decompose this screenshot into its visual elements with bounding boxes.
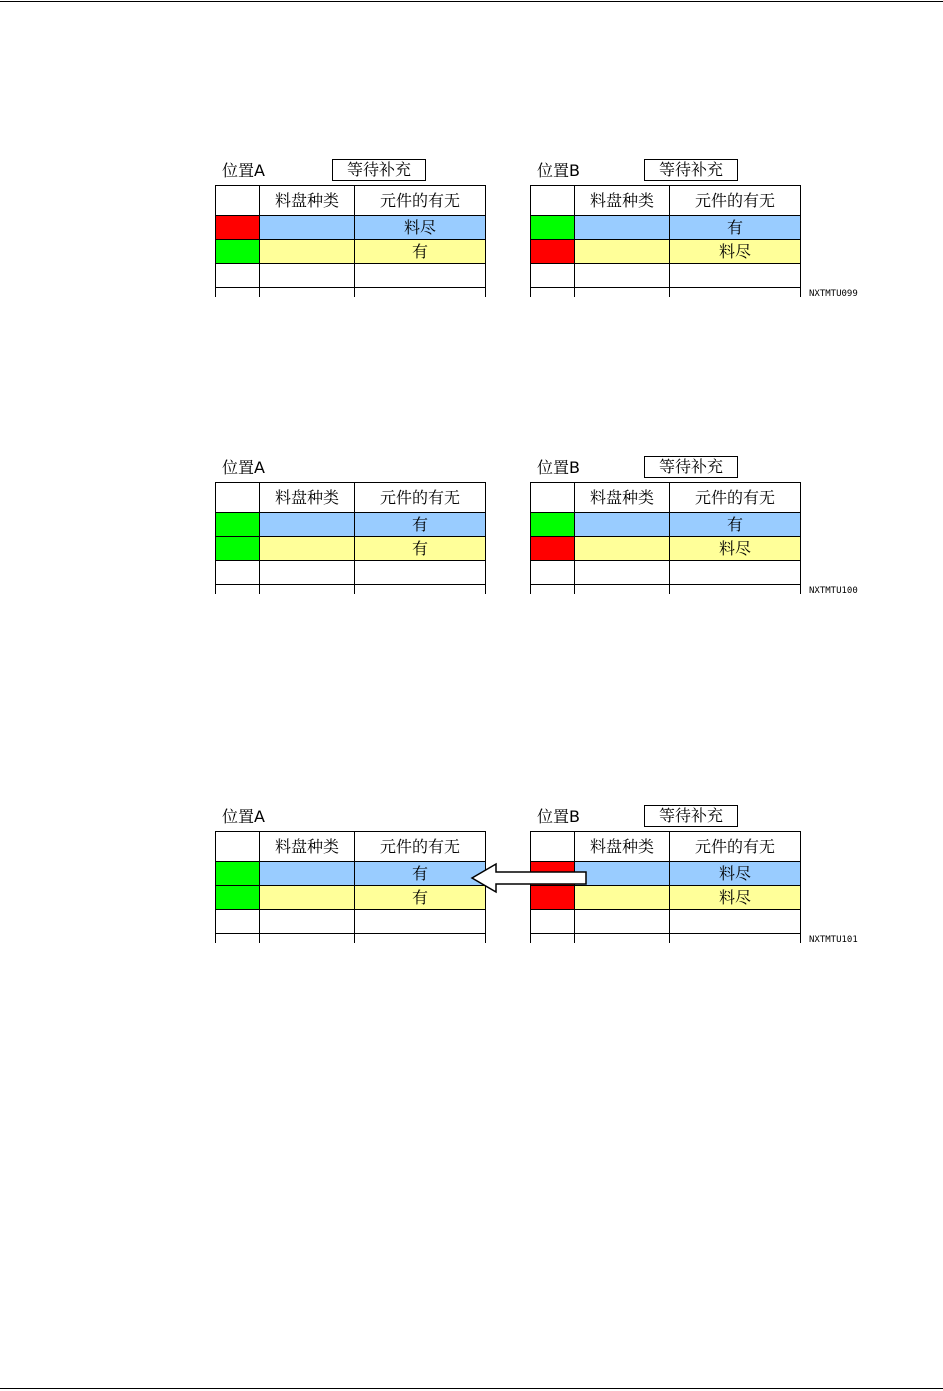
- table-row: [531, 216, 801, 240]
- header-status-cell: [531, 483, 575, 513]
- status-indicator-red: [216, 216, 260, 240]
- header-component-presence: 元件的有无: [355, 832, 486, 862]
- bottom-rule: [0, 1388, 943, 1389]
- component-presence-cell: 有: [355, 886, 486, 910]
- table-row: [531, 537, 801, 561]
- empty-cell: [216, 561, 260, 585]
- empty-cell: [575, 910, 670, 934]
- panel-position-a: [215, 455, 495, 605]
- empty-cell: [355, 561, 486, 585]
- wait-replenish-box: 等待补充: [644, 159, 738, 181]
- header-component-presence: 元件的有无: [355, 483, 486, 513]
- figure-id: NXTMTU101: [809, 935, 858, 945]
- feeder-table: [215, 482, 486, 594]
- partial-row: [216, 288, 486, 298]
- reel-type-cell: [575, 537, 670, 561]
- header-reel-type: 料盘种类: [575, 186, 670, 216]
- wait-replenish-box: 等待补充: [644, 805, 738, 827]
- status-indicator-green: [531, 216, 575, 240]
- header-component-presence: 元件的有无: [670, 483, 801, 513]
- component-presence-cell: 有: [355, 513, 486, 537]
- component-presence-cell: 料尽: [670, 886, 801, 910]
- position-label: 位置B: [537, 807, 580, 826]
- wait-replenish-box: 等待补充: [332, 159, 426, 181]
- empty-row: [531, 910, 801, 934]
- empty-cell: [260, 561, 355, 585]
- header-row: [531, 483, 801, 513]
- header-reel-type: 料盘种类: [260, 832, 355, 862]
- top-rule: [0, 1, 943, 2]
- header-reel-type: 料盘种类: [575, 483, 670, 513]
- component-presence-cell: 有: [355, 862, 486, 886]
- figure-id: NXTMTU099: [809, 289, 858, 299]
- empty-row: [216, 561, 486, 585]
- empty-cell: [670, 585, 801, 595]
- empty-cell: [575, 585, 670, 595]
- empty-cell: [216, 585, 260, 595]
- header-row: [531, 832, 801, 862]
- header-row: [216, 832, 486, 862]
- position-label: 位置A: [222, 161, 265, 180]
- empty-cell: [531, 561, 575, 585]
- empty-cell: [531, 910, 575, 934]
- reel-type-cell: [260, 886, 355, 910]
- status-indicator-green: [531, 513, 575, 537]
- status-indicator-green: [216, 886, 260, 910]
- header-component-presence: 元件的有无: [670, 186, 801, 216]
- status-indicator-red: [531, 537, 575, 561]
- component-presence-cell: 有: [355, 240, 486, 264]
- empty-row: [531, 264, 801, 288]
- header-row: [531, 186, 801, 216]
- empty-cell: [216, 934, 260, 944]
- panel-position-b: [530, 158, 810, 308]
- table-row: [531, 513, 801, 537]
- position-label: 位置B: [537, 458, 580, 477]
- empty-cell: [531, 934, 575, 944]
- empty-cell: [355, 585, 486, 595]
- wait-replenish-box: 等待补充: [644, 456, 738, 478]
- empty-cell: [355, 934, 486, 944]
- position-label: 位置A: [222, 807, 265, 826]
- partial-row: [531, 585, 801, 595]
- partial-row: [531, 934, 801, 944]
- header-reel-type: 料盘种类: [260, 483, 355, 513]
- header-status-cell: [531, 186, 575, 216]
- reel-type-cell: [260, 513, 355, 537]
- feeder-table: [530, 185, 801, 297]
- component-presence-cell: 料尽: [355, 216, 486, 240]
- position-label: 位置A: [222, 458, 265, 477]
- empty-cell: [260, 264, 355, 288]
- partial-row: [531, 288, 801, 298]
- component-presence-cell: 料尽: [670, 240, 801, 264]
- empty-cell: [531, 288, 575, 298]
- component-presence-cell: 料尽: [670, 537, 801, 561]
- panel-position-b: [530, 455, 810, 605]
- empty-row: [216, 264, 486, 288]
- empty-cell: [670, 288, 801, 298]
- empty-cell: [216, 288, 260, 298]
- empty-cell: [355, 910, 486, 934]
- component-presence-cell: 有: [355, 537, 486, 561]
- transfer-arrow-icon: [470, 862, 590, 894]
- partial-row: [216, 934, 486, 944]
- empty-cell: [355, 288, 486, 298]
- reel-type-cell: [260, 862, 355, 886]
- table-row: [216, 216, 486, 240]
- feeder-table: [530, 482, 801, 594]
- status-indicator-red: [531, 240, 575, 264]
- reel-type-cell: [260, 240, 355, 264]
- figure-id: NXTMTU100: [809, 586, 858, 596]
- table-row: [216, 240, 486, 264]
- status-indicator-green: [216, 862, 260, 886]
- status-indicator-green: [216, 537, 260, 561]
- header-component-presence: 元件的有无: [670, 832, 801, 862]
- header-row: [216, 483, 486, 513]
- table-row: [216, 537, 486, 561]
- empty-cell: [575, 264, 670, 288]
- empty-cell: [531, 264, 575, 288]
- reel-type-cell: [575, 216, 670, 240]
- empty-cell: [260, 585, 355, 595]
- header-status-cell: [531, 832, 575, 862]
- panel-position-a: [215, 158, 495, 308]
- reel-type-cell: [260, 537, 355, 561]
- empty-cell: [670, 910, 801, 934]
- empty-cell: [575, 934, 670, 944]
- header-status-cell: [216, 483, 260, 513]
- panel-position-a: [215, 804, 495, 954]
- reel-type-cell: [260, 216, 355, 240]
- table-row: [216, 886, 486, 910]
- empty-cell: [216, 910, 260, 934]
- header-row: [216, 186, 486, 216]
- feeder-table: [215, 831, 486, 943]
- empty-cell: [355, 264, 486, 288]
- component-presence-cell: 料尽: [670, 862, 801, 886]
- empty-cell: [670, 561, 801, 585]
- table-row: [531, 240, 801, 264]
- empty-cell: [670, 934, 801, 944]
- empty-row: [531, 561, 801, 585]
- empty-cell: [531, 585, 575, 595]
- empty-cell: [216, 264, 260, 288]
- component-presence-cell: 有: [670, 216, 801, 240]
- empty-cell: [260, 910, 355, 934]
- feeder-table: [215, 185, 486, 297]
- component-presence-cell: 有: [670, 513, 801, 537]
- partial-row: [216, 585, 486, 595]
- header-status-cell: [216, 832, 260, 862]
- header-component-presence: 元件的有无: [355, 186, 486, 216]
- status-indicator-green: [216, 513, 260, 537]
- reel-type-cell: [575, 240, 670, 264]
- empty-row: [216, 910, 486, 934]
- table-row: [216, 513, 486, 537]
- status-indicator-green: [216, 240, 260, 264]
- empty-cell: [260, 934, 355, 944]
- empty-cell: [575, 561, 670, 585]
- empty-cell: [670, 264, 801, 288]
- empty-cell: [260, 288, 355, 298]
- header-reel-type: 料盘种类: [260, 186, 355, 216]
- header-status-cell: [216, 186, 260, 216]
- reel-type-cell: [575, 513, 670, 537]
- header-reel-type: 料盘种类: [575, 832, 670, 862]
- table-row: [216, 862, 486, 886]
- position-label: 位置B: [537, 161, 580, 180]
- empty-cell: [575, 288, 670, 298]
